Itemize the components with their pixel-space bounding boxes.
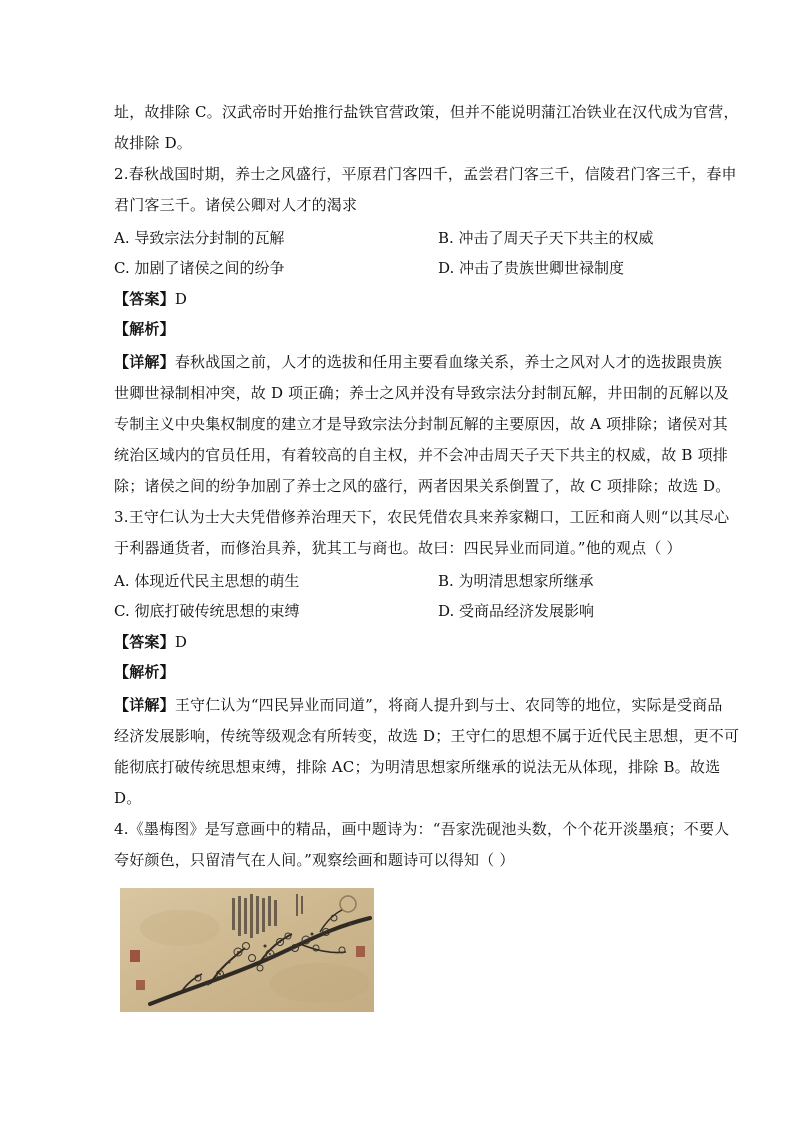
q3-detail-line-3: 能彻底打破传统思想束缚，排除 AC；为明清思想家所继承的说法无从体现，排除 B。故选 (114, 758, 721, 776)
q3-answer (114, 632, 187, 652)
q2-option-d: D. 冲击了贵族世卿世禄制度 (438, 259, 625, 277)
q2-detail-label: 【详解】 (114, 353, 175, 371)
q3-option-a: A. 体现近代民主思想的萌生 (114, 572, 300, 590)
q3-analysis-label (114, 662, 175, 682)
q2-option-b: B. 冲击了周天子天下共主的权威 (438, 229, 654, 247)
q3-detail-label: 【详解】 (114, 696, 175, 714)
q3-detail-line-1 (114, 695, 723, 715)
q2-detail-line-2: 世卿世禄制相冲突，故 D 项正确；养士之风并没有导致宗法分封制瓦解，井田制的瓦解以及 (114, 384, 729, 402)
q2-option-c: C. 加剧了诸侯之间的纷争 (114, 259, 285, 277)
q3-detail-line-2: 经济发展影响，传统等级观念有所转变，故选 D；王守仁的思想不属于近代民主思想，更不可 (114, 727, 740, 745)
q2-option-a: A. 导致宗法分封制的瓦解 (114, 229, 285, 247)
q2-stem-line-2: 君门客三千。诸侯公卿对人才的渴求 (114, 196, 358, 214)
q3-option-d: D. 受商品经济发展影响 (438, 602, 595, 620)
q3-analysis-heading: 【解析】 (114, 663, 175, 681)
q3-option-c: C. 彻底打破传统思想的束缚 (114, 602, 300, 620)
q3-stem-line-1: 3.王守仁认为士大夫凭借修养治理天下，农民凭借农具来养家糊口，工匠和商人则“以其尽心 (114, 508, 730, 526)
q2-analysis-heading: 【解析】 (114, 320, 175, 338)
q2-detail-line-1 (114, 352, 722, 372)
q2-detail-line-4: 统治区域内的官员任用，有着较高的自主权，并不会冲击周天子天下共主的权威，故 B 项排 (114, 446, 728, 464)
q2-answer-value: D (174, 290, 188, 308)
q3-stem-line-2: 于利器通货者，而修治具养，犹其工与商也。故曰：四民异业而同道。”他的观点（ ） (114, 539, 682, 557)
q2-stem-line-1: 2.春秋战国时期，养士之风盛行，平原君门客四千，孟尝君门客三千，信陵君门客三千，春申 (114, 165, 737, 183)
q2-detail-text-1: 春秋战国之前，人才的选拔和任用主要看血缘关系，养士之风对人才的选拔跟贵族 (174, 353, 723, 371)
q3-detail-line-4: D。 (114, 789, 142, 807)
q3-detail-text-1: 王守仁认为“四民异业而同道”，将商人提升到与士、农同等的地位，实际是受商品 (174, 696, 723, 714)
q2-detail-line-5: 除；诸侯之间的纷争加剧了养士之风的盛行，两者因果关系倒置了，故 C 项排除；故选 D。 (114, 477, 731, 495)
ink-plum-painting-icon (120, 888, 374, 1012)
q2-detail-line-3: 专制主义中央集权制度的建立才是导致宗法分封制瓦解的主要原因，故 A 项排除；诸侯对其 (114, 415, 728, 433)
q4-stem-line-1: 4.《墨梅图》是写意画中的精品，画中题诗为：“吾家洗砚池头数，个个花开淡墨痕；不要人 (114, 820, 730, 838)
prev-explanation-line-2: 故排除 D。 (114, 134, 192, 152)
prev-explanation-line-1: 址，故排除 C。汉武帝时开始推行盐铁官营政策，但并不能说明蒲江冶铁业在汉代成为官营， (114, 103, 739, 121)
q2-answer (114, 289, 187, 309)
q3-answer-label: 【答案】 (114, 633, 175, 651)
q2-analysis-label (114, 319, 175, 339)
q4-stem-line-2: 夸好颜色，只留清气在人间。”观察绘画和题诗可以得知（ ） (114, 851, 515, 869)
q3-option-b: B. 为明清思想家所继承 (438, 572, 594, 590)
q2-answer-label: 【答案】 (114, 290, 175, 308)
q3-answer-value: D (174, 633, 188, 651)
